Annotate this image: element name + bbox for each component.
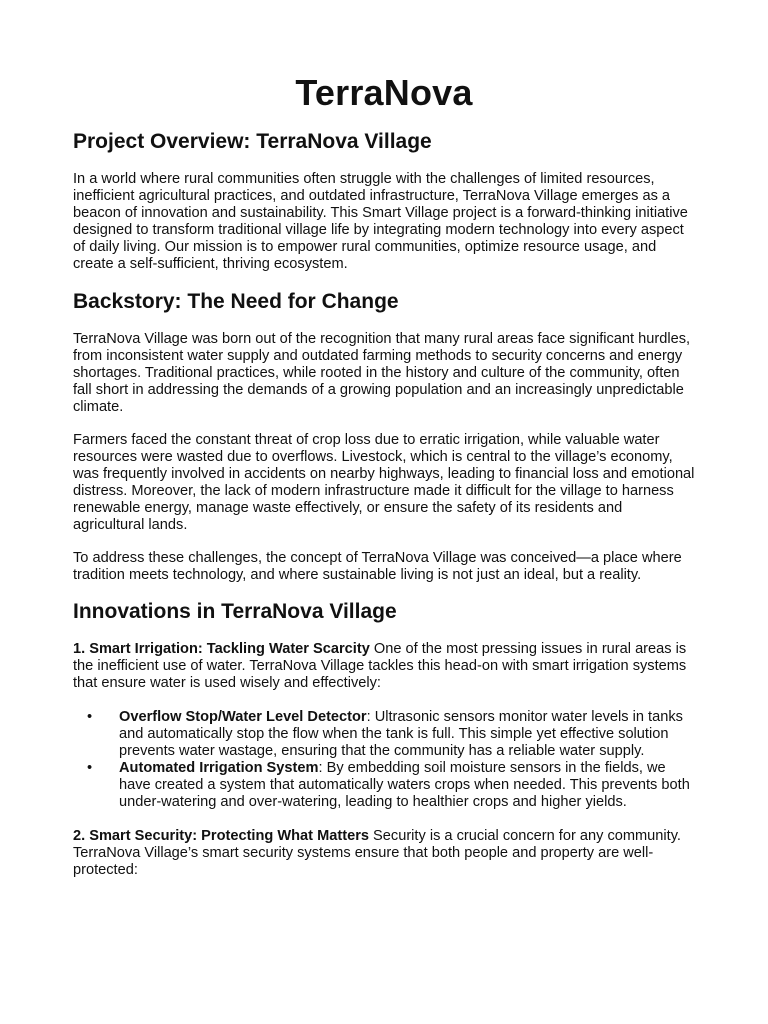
bullet-term: Automated Irrigation System	[119, 760, 319, 776]
security-lead: 2. Smart Security: Protecting What Matters	[73, 828, 369, 844]
overview-heading: Project Overview: TerraNova Village	[73, 130, 432, 153]
security-paragraph	[73, 828, 695, 879]
bullet-term: Overflow Stop/Water Level Detector	[119, 709, 367, 725]
bullet-text: : By embedding soil moisture sensors in the fields, we have created a system that automatically waters crops when needed. This prevents both under-watering and over-watering, leading to healthier crops and higher yields.	[119, 760, 690, 810]
document-title: TerraNova	[295, 72, 473, 113]
backstory-paragraph-1: TerraNova Village was born out of the recognition that many rural areas face significant hurdles, from inconsistent water supply and outdated farming methods to security concerns and energy shortages. Traditional practices, while rooted in the history and culture of the community, often fall short in addressing the demands of a growing population and an increasingly unpredictable climate.	[73, 331, 691, 415]
backstory-paragraph-2: Farmers faced the constant threat of crop loss due to erratic irrigation, while valuable water resources were wasted due to overflows. Livestock, which is central to the village’s economy, was frequently involved in accidents on nearby highways, leading to financial loss and emotional distress. Moreover, the lack of modern infrastructure made it difficult for the village to harness renewable energy, manage waste effectively, or ensure the safety of its residents and agricultural lands.	[73, 432, 695, 533]
irrigation-bullet-list	[73, 709, 695, 811]
backstory-heading: Backstory: The Need for Change	[73, 290, 399, 313]
bullet-symbol: •	[87, 709, 93, 725]
backstory-paragraph-3: To address these challenges, the concept of TerraNova Village was conceived—a place where tradition meets technology, and where sustainable living is not just an ideal, but a reality.	[73, 550, 682, 583]
bullet-text: : Ultrasonic sensors monitor water levels in tanks and automatically stop the flow when the tank is full. This simple yet effective solution prevents water wastage, ensuring that the community has a reliable water supply.	[119, 709, 683, 759]
security-text: Security is a crucial concern for any community. TerraNova Village’s smart security systems ensure that both people and property are well-protected:	[73, 828, 681, 878]
irrigation-paragraph	[73, 641, 695, 692]
innovations-heading: Innovations in TerraNova Village	[73, 600, 397, 623]
list-item	[73, 760, 695, 811]
bullet-symbol: •	[87, 760, 93, 776]
irrigation-text: One of the most pressing issues in rural areas is the inefficient use of water. TerraNova Village tackles this head-on with smart irrigation systems that ensure water is used wisely and effectively:	[73, 641, 687, 691]
irrigation-lead: 1. Smart Irrigation: Tackling Water Scarcity	[73, 641, 370, 657]
overview-paragraph: In a world where rural communities often struggle with the challenges of limited resources, inefficient agricultural practices, and outdated infrastructure, TerraNova Village emerges as a beacon of innovation and sustainability. This Smart Village project is a forward-thinking initiative designed to transform traditional village life by integrating modern technology into every aspect of daily living. Our mission is to empower rural communities, optimize resource usage, and create a self-sufficient, thriving ecosystem.	[73, 171, 688, 272]
list-item	[73, 709, 695, 760]
